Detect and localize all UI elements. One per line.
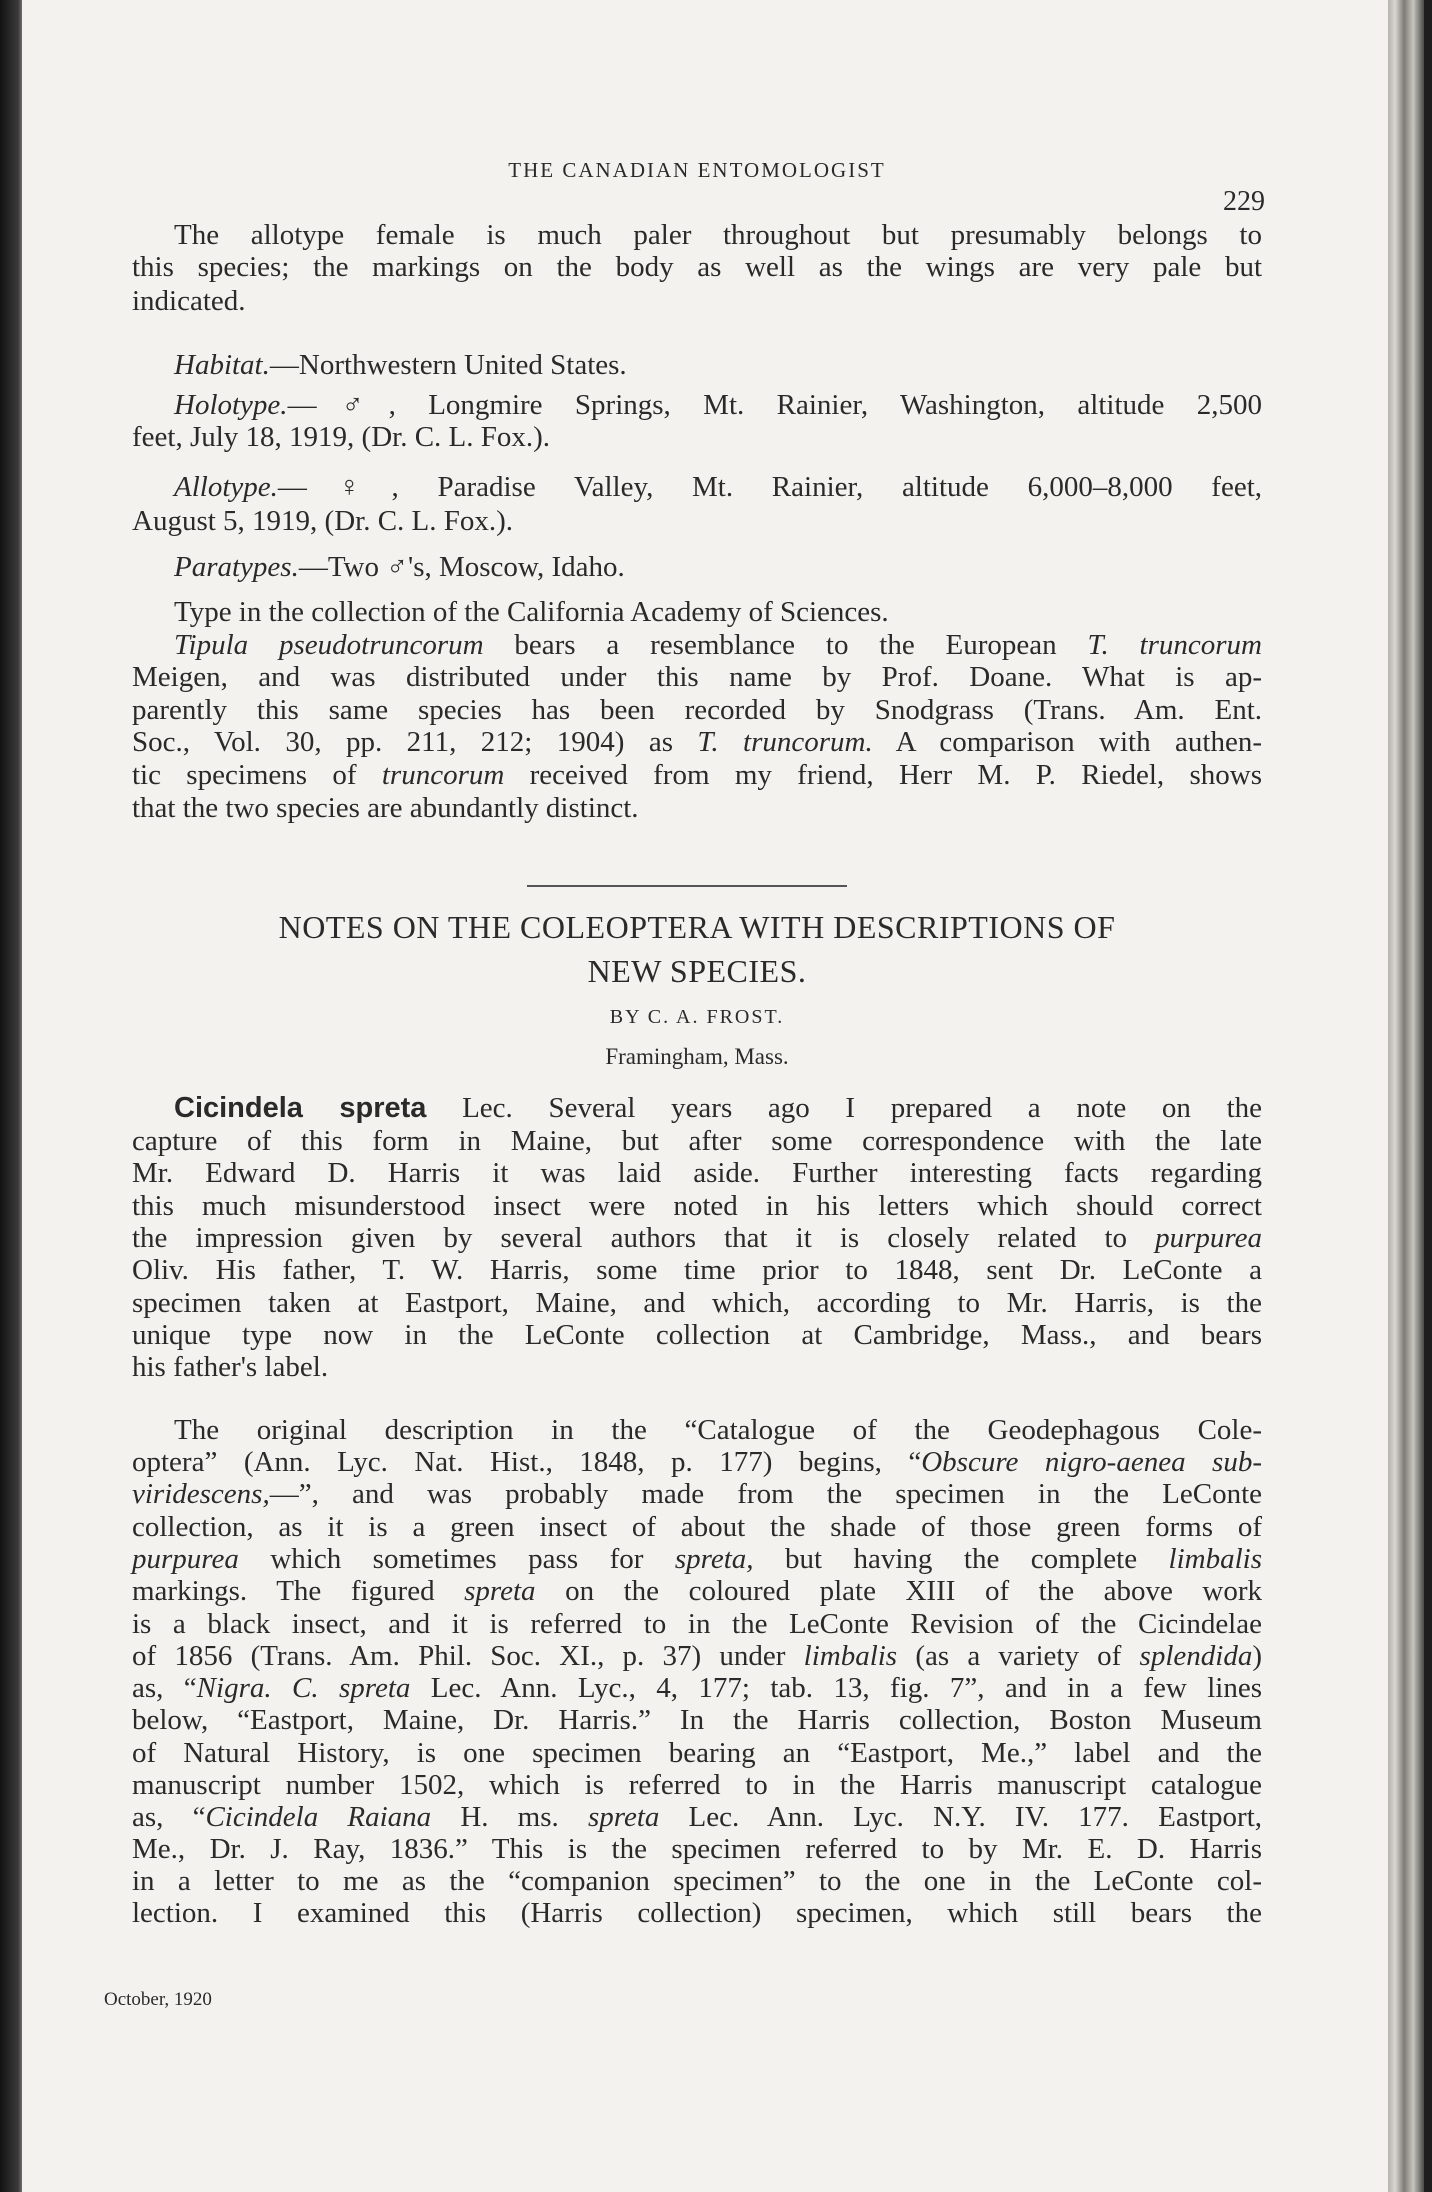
italic-term: Cicindela Raiana (205, 1801, 432, 1833)
section-divider (527, 885, 847, 887)
text-run: this species; the markings on the body as well as the wings are very pale but (132, 251, 1262, 283)
text-run: feet, July 18, 1919, (Dr. C. L. Fox.). (132, 421, 551, 453)
text-run: The allotype female is much paler throughout but presumably belongs to (174, 219, 1262, 251)
article-title-line-1: NOTES ON THE COLEOPTERA WITH DESCRIPTIONS OF (278, 909, 1116, 945)
italic-term: Habitat. (174, 349, 270, 381)
text-run: Oliv. His father, T. W. Harris, some time prior to 1848, sent Dr. LeConte a (132, 1254, 1262, 1286)
text-run: A comparison with authen- (872, 726, 1262, 758)
text-run: H. ms. (431, 1801, 588, 1833)
italic-term: T. truncorum (1087, 629, 1263, 661)
italic-term: spreta, (674, 1543, 754, 1575)
text-run: The original description in the “Catalogue of the Geodephagous Cole- (174, 1414, 1262, 1446)
italic-term: Nigra. C. spreta (196, 1672, 411, 1704)
text-line (132, 281, 1262, 321)
article-title-line-2: NEW SPECIES. (587, 953, 807, 989)
text-run: that the two species are abundantly distinct. (132, 792, 639, 824)
article-title (132, 905, 1262, 993)
italic-term: Holotype. (174, 389, 288, 421)
text-run: tic specimens of (132, 759, 382, 791)
text-run: below, “Eastport, Maine, Dr. Harris.” In the Harris collection, Boston Museum (132, 1704, 1262, 1736)
text-run: —♀, Paradise Valley, Mt. Rainier, altitude 6,000–8,000 feet, (277, 471, 1262, 503)
text-run: on the coloured plate XIII of the above work (535, 1575, 1262, 1607)
text-run: collection, as it is a green insect of about the shade of those green forms of (132, 1511, 1262, 1543)
text-run: (as a variety of (897, 1640, 1140, 1672)
italic-term: Paratypes. (174, 551, 299, 583)
page-number: 229 (1223, 186, 1265, 217)
text-run: optera” (Ann. Lyc. Nat. Hist., 1848, p. 177) begins, “ (132, 1446, 922, 1478)
italic-term: limbalis (1168, 1543, 1262, 1575)
text-run: Meigen, and was distributed under this name by Prof. Doane. What is ap- (132, 661, 1262, 693)
italic-term: splendida (1139, 1640, 1253, 1672)
italic-term: T. truncorum. (697, 726, 873, 758)
text-run: as, “ (132, 1672, 197, 1704)
text-run: Lec. Several years ago I prepared a note on the (426, 1092, 1262, 1124)
text-line (132, 345, 1262, 385)
text-line (132, 501, 1262, 541)
page-content (104, 0, 1265, 2192)
text-run: Me., Dr. J. Ray, 1836.” This is the specimen referred to by Mr. E. D. Harris (132, 1833, 1262, 1865)
text-run: Mr. Edward D. Harris it was laid aside. Further interesting facts regarding (132, 1157, 1262, 1189)
text-run: —Two ♂'s, Moscow, Idaho. (298, 551, 625, 583)
text-line (132, 1347, 1262, 1387)
text-run: August 5, 1919, (Dr. C. L. Fox.). (132, 505, 514, 537)
text-run: —”, and was probably made from the specimen in the LeConte (269, 1478, 1262, 1510)
italic-term: Obscure nigro-aenea sub- (921, 1446, 1262, 1478)
italic-term: limbalis (803, 1640, 898, 1672)
text-run: Lec. Ann. Lyc. N.Y. IV. 177. Eastport, (659, 1801, 1262, 1833)
text-run: specimen taken at Eastport, Maine, and which, according to Mr. Harris, is the (132, 1287, 1262, 1319)
text-run: lection. I examined this (Harris collection) specimen, which still bears the (132, 1897, 1262, 1929)
article-affiliation: Framingham, Mass. (605, 1044, 789, 1069)
footer-date: October, 1920 (104, 1989, 212, 2010)
text-run: indicated. (132, 285, 246, 317)
text-run: which sometimes pass for (238, 1543, 675, 1575)
running-head: THE CANADIAN ENTOMOLOGIST (508, 158, 886, 182)
text-line (132, 417, 1262, 457)
text-run: markings. The figured (132, 1575, 465, 1607)
page-stack-edge (1388, 0, 1424, 2192)
italic-term: viridescens, (132, 1478, 270, 1510)
italic-term: purpurea (132, 1543, 239, 1575)
text-run: but having the complete (753, 1543, 1169, 1575)
text-line (132, 547, 1262, 587)
text-run: of Natural History, is one specimen bearing an “Eastport, Me.,” label and the (132, 1737, 1262, 1769)
text-run: his father's label. (132, 1351, 329, 1383)
italic-term: spreta (587, 1801, 660, 1833)
text-run: parently this same species has been recorded by Snodgrass (Trans. Am. Ent. (132, 694, 1262, 726)
text-run: is a black insect, and it is referred to in the LeConte Revision of the Cicindelae (132, 1608, 1262, 1640)
text-run: bears a resemblance to the European (483, 629, 1088, 661)
text-run: —Northwestern United States. (269, 349, 627, 381)
text-run: Lec. Ann. Lyc., 4, 177; tab. 13, fig. 7”, and in a few lines (410, 1672, 1263, 1704)
article-byline: BY C. A. FROST. (609, 1006, 785, 1028)
italic-term: spreta (464, 1575, 536, 1607)
text-run: ) (1252, 1640, 1262, 1672)
text-line (132, 788, 1262, 828)
text-run: in a letter to me as the “companion specimen” to the one in the LeConte col- (132, 1865, 1262, 1897)
text-run: received from my friend, Herr M. P. Riedel, shows (504, 759, 1262, 791)
italic-term: Tipula pseudotruncorum (174, 629, 484, 661)
text-run: of 1856 (Trans. Am. Phil. Soc. XI., p. 37) under (132, 1640, 804, 1672)
text-run: —♂, Longmire Springs, Mt. Rainier, Washington, altitude 2,500 (287, 389, 1262, 421)
italic-term: purpurea (1155, 1222, 1262, 1254)
italic-term: Allotype. (174, 471, 278, 503)
text-run: as, “ (132, 1801, 206, 1833)
text-run: Soc., Vol. 30, pp. 211, 212; 1904) as (132, 726, 698, 758)
text-run: the impression given by several authors that it is closely related to (132, 1222, 1156, 1254)
text-run: this much misunderstood insect were noted in his letters which should correct (132, 1190, 1262, 1222)
text-run: capture of this form in Maine, but after some correspondence with the late (132, 1125, 1262, 1157)
text-run: unique type now in the LeConte collection at Cambridge, Mass., and bears (132, 1319, 1262, 1351)
text-line (132, 1893, 1262, 1933)
italic-term: truncorum (381, 759, 505, 791)
species-name: Cicindela spreta (174, 1092, 427, 1124)
text-run: manuscript number 1502, which is referred to in the Harris manuscript catalogue (132, 1769, 1262, 1801)
text-run: Type in the collection of the California Academy of Sciences. (174, 596, 889, 628)
